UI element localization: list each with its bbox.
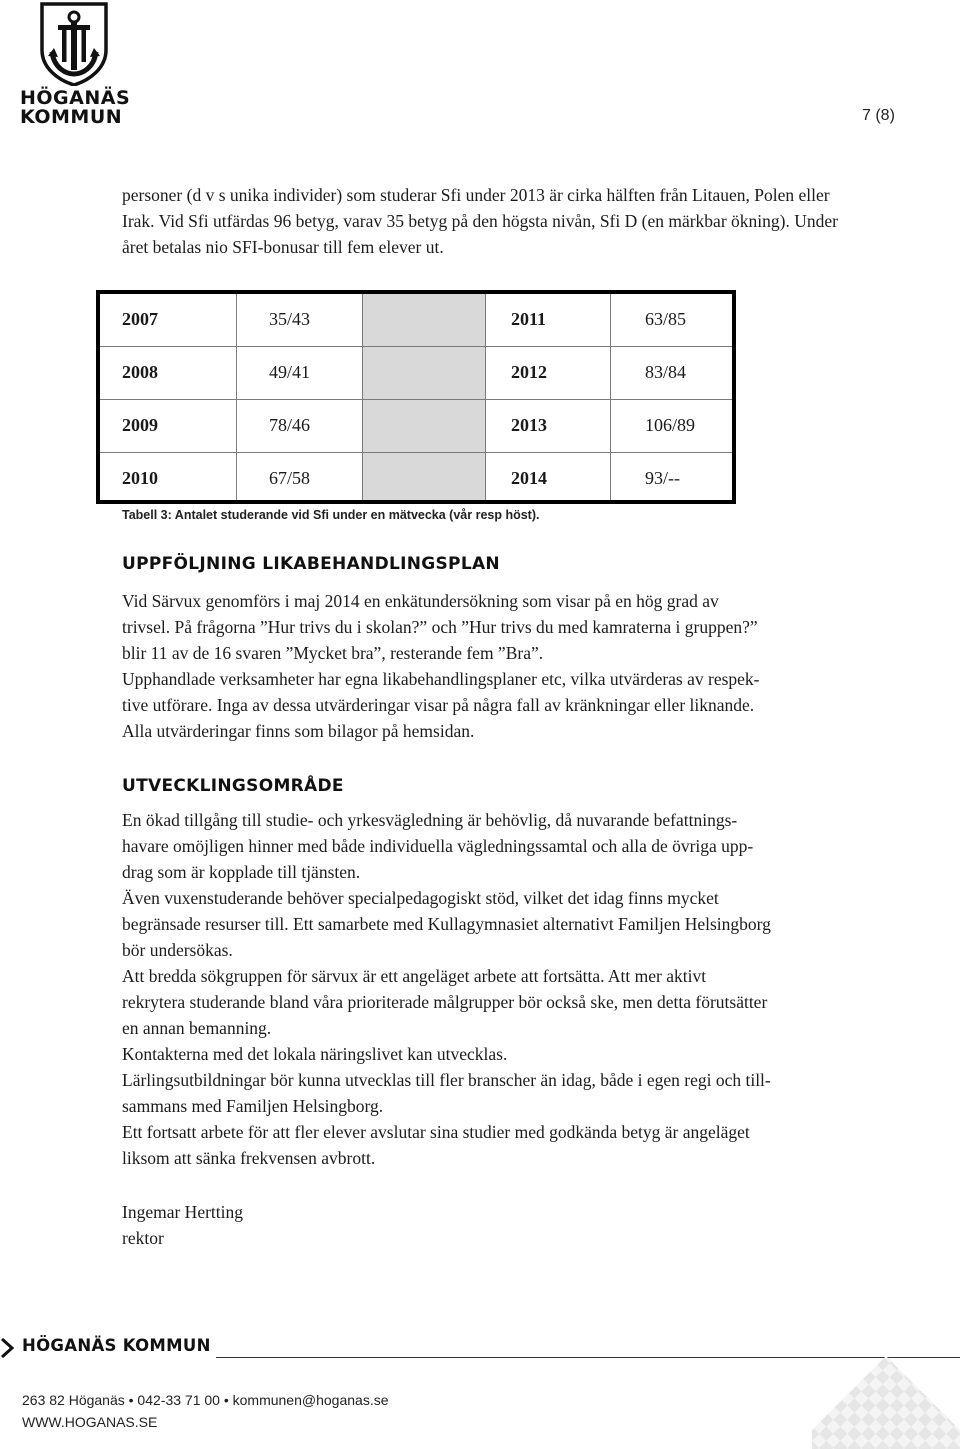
footer-website: WWW.HOGANAS.SE: [22, 1414, 158, 1430]
table-cell-value: 78/46: [269, 415, 311, 435]
table-cell-value: 83/84: [645, 362, 687, 382]
intro-text: personer (d v s unika individer) som studerar Sfi under 2013 är cirka hälften från Litauen, Polen eller Irak. Vid Sfi utfärdas 96 betyg, varav 35 betyg på den högsta nivån, Sfi D (en märkbar ökning). Under året betalas nio SFI-bonusar till fem elever ut.: [122, 185, 838, 257]
logo-text-line1: HÖGANÄS: [20, 87, 131, 109]
chevron-right-icon: [0, 1338, 14, 1358]
table-cell-year: 2013: [511, 415, 547, 435]
text-line: Vid Särvux genomförs i maj 2014 en enkätundersökning som visar på en hög grad av: [122, 591, 719, 611]
text-line: bör undersökas.: [122, 940, 233, 960]
table-shaded-column: [362, 294, 486, 500]
text-line: Upphandlade verksamheter har egna likabehandlingsplaner etc, vilka utvärderas av respek-: [122, 669, 760, 689]
table-cell-year: 2007: [122, 309, 158, 329]
text-line: havare omöjligen hinner med både individuella vägledningssamtal och alla de övriga upp-: [122, 836, 754, 856]
table-column-divider: [236, 294, 237, 500]
table-cell-year: 2011: [511, 309, 547, 329]
table-column-divider: [610, 294, 611, 500]
table-cell-value: 49/41: [269, 362, 311, 382]
text-line: drag som är kopplade till tjänsten.: [122, 862, 361, 882]
text-line: begränsade resurser till. Ett samarbete med Kullagymnasiet alternativt Familjen Helsingborg: [122, 914, 771, 934]
text-line: Kontakterna med det lokala näringslivet kan utvecklas.: [122, 1044, 508, 1064]
table-row-divider: [100, 346, 732, 347]
section-body-utvecklingsomrade: [122, 807, 852, 1171]
text-line: En ökad tillgång till studie- och yrkesvägledning är behövlig, då nuvarande befattnings-: [122, 810, 738, 830]
signature-block: [122, 1199, 852, 1251]
logo-text-line2: KOMMUN: [20, 106, 123, 128]
text-line: liksom att sänka frekvensen avbrott.: [122, 1148, 376, 1168]
checkered-diamond-watermark: [812, 1356, 960, 1449]
sfi-students-table: [96, 290, 736, 504]
signature-name: Ingemar Hertting: [122, 1202, 243, 1222]
text-line: blir 11 av de 16 svaren ”Mycket bra”, resterande fem ”Bra”.: [122, 643, 544, 663]
section-heading-likabehandlingsplan: UPPFÖLJNING LIKABEHANDLINGSPLAN: [122, 554, 500, 574]
section-body-likabehandlingsplan: [122, 588, 852, 744]
table-cell-value: 106/89: [645, 415, 696, 435]
table-cell-year: 2010: [122, 468, 158, 488]
table-cell-year: 2012: [511, 362, 547, 382]
intro-paragraph: [122, 182, 852, 260]
text-line: Att bredda sökgruppen för särvux är ett angeläget arbete att fortsätta. Att mer aktivt: [122, 966, 707, 986]
table-cell-year: 2009: [122, 415, 158, 435]
table-cell-value: 67/58: [269, 468, 311, 488]
table-cell-year: 2008: [122, 362, 158, 382]
table-cell-value: 93/--: [645, 468, 680, 488]
text-line: Alla utvärderingar finns som bilagor på hemsidan.: [122, 721, 475, 741]
text-line: trivsel. På frågorna ”Hur trivs du i skolan?” och ”Hur trivs du med kamraterna i gruppen?”: [122, 617, 758, 637]
text-line: Ett fortsatt arbete för att fler elever avslutar sina studier med godkända betyg är angeläget: [122, 1122, 750, 1142]
section-heading-utvecklingsomrade: UTVECKLINGSOMRÅDE: [122, 776, 344, 796]
table-row-divider: [100, 399, 732, 400]
text-line: rekrytera studerande bland våra prioriterade målgrupper bör också ske, men detta förutsätter: [122, 992, 768, 1012]
footer-contact-info: 263 82 Höganäs • 042-33 71 00 • kommunen@hoganas.se: [22, 1392, 389, 1408]
text-line: Lärlingsutbildningar bör kunna utvecklas till fler branscher än idag, både i egen regi och till-: [122, 1070, 771, 1090]
footer-organization-name: HÖGANÄS KOMMUN: [22, 1336, 211, 1355]
anchor-shield-icon: [38, 0, 110, 86]
page-number: 7 (8): [862, 107, 895, 124]
text-line: Även vuxenstuderande behöver specialpedagogiskt stöd, vilket det idag finns mycket: [122, 888, 719, 908]
text-line: tive utförare. Inga av dessa utvärderingar visar på några fall av kränkningar eller liknande.: [122, 695, 755, 715]
municipality-logo: [20, 0, 131, 130]
table-cell-value: 35/43: [269, 309, 311, 329]
text-line: en annan bemanning.: [122, 1018, 272, 1038]
signature-title: rektor: [122, 1228, 164, 1248]
table-caption: Tabell 3: Antalet studerande vid Sfi under en mätvecka (vår resp höst).: [122, 508, 540, 522]
table-cell-value: 63/85: [645, 309, 687, 329]
table-cell-year: 2014: [511, 468, 547, 488]
table-row-divider: [100, 452, 732, 453]
text-line: sammans med Familjen Helsingborg.: [122, 1096, 384, 1116]
